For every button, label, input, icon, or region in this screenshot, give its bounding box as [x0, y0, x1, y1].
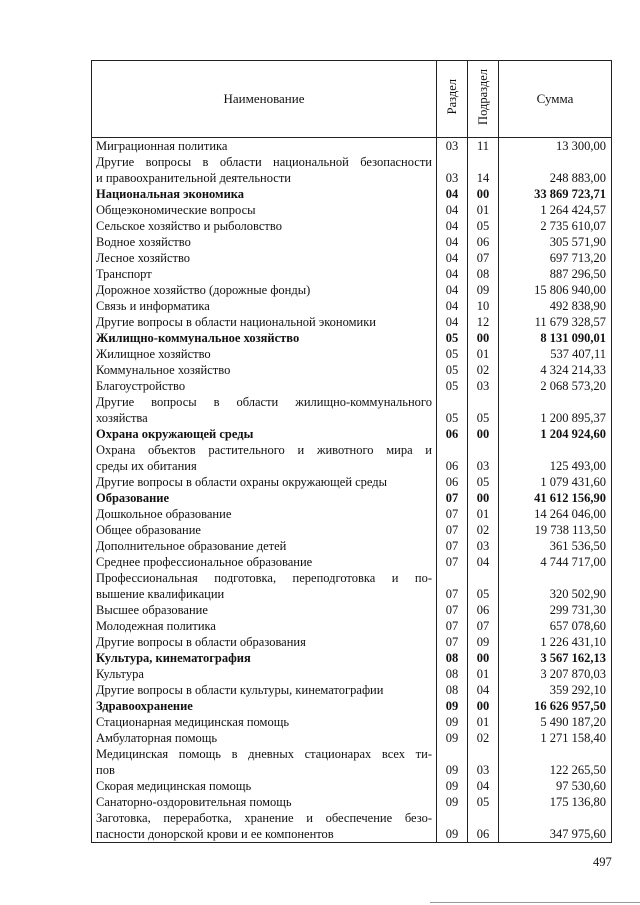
row-name-line: и правоохранительной деятельности — [96, 171, 291, 185]
row-subsection: 01 — [468, 714, 499, 730]
table-row — [92, 538, 612, 554]
row-name — [92, 266, 437, 282]
row-subsection: 03 — [468, 378, 499, 394]
row-subsection: 09 — [468, 282, 499, 298]
row-name — [92, 602, 437, 618]
row-name — [92, 250, 437, 266]
row-sum: 122 265,50 — [499, 746, 612, 778]
row-sum: 13 300,00 — [499, 138, 612, 155]
header-name: Наименование — [92, 61, 437, 138]
row-subsection: 05 — [468, 394, 499, 426]
row-name-line: пасности донорской крови и ее компонентов — [96, 827, 334, 841]
row-sum: 5 490 187,20 — [499, 714, 612, 730]
row-subsection: 00 — [468, 490, 499, 506]
row-name-line: Связь и информатика — [96, 299, 210, 313]
row-sum: 320 502,90 — [499, 570, 612, 602]
row-sum: 347 975,60 — [499, 810, 612, 843]
row-sum: 248 883,00 — [499, 154, 612, 186]
table-row — [92, 298, 612, 314]
row-name — [92, 346, 437, 362]
table-row — [92, 474, 612, 490]
row-subsection: 03 — [468, 746, 499, 778]
table-row — [92, 554, 612, 570]
table-row — [92, 378, 612, 394]
table-row — [92, 730, 612, 746]
row-name-line: Культура — [96, 667, 144, 681]
row-name-line: Образование — [96, 491, 170, 505]
header-section: Раздел — [444, 79, 459, 115]
row-sum: 97 530,60 — [499, 778, 612, 794]
row-section: 03 — [437, 154, 468, 186]
row-sum: 4 324 214,33 — [499, 362, 612, 378]
row-section: 08 — [437, 682, 468, 698]
table-row — [92, 794, 612, 810]
row-subsection: 01 — [468, 666, 499, 682]
row-section: 04 — [437, 186, 468, 202]
row-name — [92, 794, 437, 810]
table-row — [92, 570, 612, 602]
row-name-line: Охрана объектов растительного и животного мира и — [96, 443, 432, 457]
row-sum: 11 679 328,57 — [499, 314, 612, 330]
row-name-line: Дополнительное образование детей — [96, 539, 287, 553]
row-name — [92, 618, 437, 634]
row-section: 06 — [437, 426, 468, 442]
row-subsection: 04 — [468, 554, 499, 570]
row-section: 04 — [437, 202, 468, 218]
table-row — [92, 362, 612, 378]
row-section: 09 — [437, 794, 468, 810]
row-subsection: 01 — [468, 506, 499, 522]
table-row — [92, 490, 612, 506]
table-row — [92, 810, 612, 843]
table-row — [92, 250, 612, 266]
row-subsection: 06 — [468, 234, 499, 250]
row-name-line: Общеэкономические вопросы — [96, 203, 256, 217]
row-sum: 537 407,11 — [499, 346, 612, 362]
row-section: 07 — [437, 602, 468, 618]
row-name — [92, 634, 437, 650]
row-sum: 359 292,10 — [499, 682, 612, 698]
row-name-line: Здравоохранение — [96, 699, 193, 713]
row-subsection: 11 — [468, 138, 499, 155]
row-section: 09 — [437, 746, 468, 778]
row-name-line: Другие вопросы в области культуры, кинематографии — [96, 683, 384, 697]
row-sum: 1 079 431,60 — [499, 474, 612, 490]
row-subsection: 02 — [468, 522, 499, 538]
row-name — [92, 138, 437, 155]
row-subsection: 05 — [468, 218, 499, 234]
page-number: 497 — [593, 855, 612, 869]
row-section: 06 — [437, 474, 468, 490]
row-name-line: Лесное хозяйство — [96, 251, 191, 265]
row-subsection: 00 — [468, 186, 499, 202]
row-section: 05 — [437, 346, 468, 362]
row-name — [92, 362, 437, 378]
row-section: 05 — [437, 362, 468, 378]
table-row — [92, 682, 612, 698]
row-subsection: 05 — [468, 570, 499, 602]
table-row — [92, 266, 612, 282]
row-subsection: 00 — [468, 698, 499, 714]
row-subsection: 05 — [468, 794, 499, 810]
row-sum: 4 744 717,00 — [499, 554, 612, 570]
row-sum: 299 731,30 — [499, 602, 612, 618]
row-name — [92, 506, 437, 522]
budget-table — [91, 60, 612, 843]
row-name — [92, 490, 437, 506]
row-name — [92, 570, 437, 602]
table-row — [92, 282, 612, 298]
row-subsection: 05 — [468, 474, 499, 490]
table-row — [92, 154, 612, 186]
table-row — [92, 522, 612, 538]
row-sum: 19 738 113,50 — [499, 522, 612, 538]
row-section: 07 — [437, 490, 468, 506]
table-row — [92, 714, 612, 730]
table-row — [92, 746, 612, 778]
row-name-line: Национальная экономика — [96, 187, 245, 201]
row-name-line: Медицинская помощь в дневных стационарах всех ти- — [96, 747, 432, 761]
row-section: 07 — [437, 538, 468, 554]
row-section: 09 — [437, 810, 468, 843]
row-section: 07 — [437, 570, 468, 602]
row-name — [92, 538, 437, 554]
row-sum: 492 838,90 — [499, 298, 612, 314]
header-subsection: Подраздел — [475, 69, 490, 125]
row-name-line: Амбулаторная помощь — [96, 731, 218, 745]
row-sum: 361 536,50 — [499, 538, 612, 554]
row-name — [92, 234, 437, 250]
row-section: 06 — [437, 442, 468, 474]
row-name-line: Охрана окружающей среды — [96, 427, 254, 441]
table-row — [92, 314, 612, 330]
row-name-line: Другие вопросы в области национальной безопасности — [96, 155, 432, 169]
row-section: 07 — [437, 554, 468, 570]
table-row — [92, 778, 612, 794]
row-name-line: Общее образование — [96, 523, 201, 537]
row-subsection: 04 — [468, 778, 499, 794]
bottom-rule — [430, 902, 640, 903]
table-row — [92, 666, 612, 682]
row-name — [92, 682, 437, 698]
row-sum: 33 869 723,71 — [499, 186, 612, 202]
row-name — [92, 746, 437, 778]
row-name — [92, 698, 437, 714]
row-subsection: 12 — [468, 314, 499, 330]
row-sum: 2 068 573,20 — [499, 378, 612, 394]
row-section: 07 — [437, 618, 468, 634]
table-row — [92, 394, 612, 426]
row-subsection: 03 — [468, 538, 499, 554]
row-sum: 1 271 158,40 — [499, 730, 612, 746]
row-name-line: Сельское хозяйство и рыболовство — [96, 219, 282, 233]
table-row — [92, 634, 612, 650]
row-sum: 3 567 162,13 — [499, 650, 612, 666]
row-name — [92, 186, 437, 202]
row-section: 04 — [437, 234, 468, 250]
row-name — [92, 714, 437, 730]
row-name-line: Заготовка, переработка, хранение и обеспечение безо- — [96, 811, 432, 825]
row-name-line: Другие вопросы в области жилищно-коммунального — [96, 395, 432, 409]
row-subsection: 06 — [468, 810, 499, 843]
row-sum: 1 264 424,57 — [499, 202, 612, 218]
table-header-row — [92, 61, 612, 138]
row-sum: 697 713,20 — [499, 250, 612, 266]
row-name-line: среды их обитания — [96, 459, 197, 473]
row-name-line: Другие вопросы в области образования — [96, 635, 306, 649]
row-section: 05 — [437, 378, 468, 394]
row-subsection: 01 — [468, 346, 499, 362]
table-row — [92, 330, 612, 346]
row-subsection: 03 — [468, 442, 499, 474]
row-sum: 125 493,00 — [499, 442, 612, 474]
table-row — [92, 202, 612, 218]
table-row — [92, 650, 612, 666]
row-name-line: Другие вопросы в области охраны окружающей среды — [96, 475, 388, 489]
row-subsection: 06 — [468, 602, 499, 618]
row-section: 04 — [437, 218, 468, 234]
header-subsection-cell — [468, 61, 499, 138]
row-name — [92, 394, 437, 426]
row-section: 09 — [437, 778, 468, 794]
row-subsection: 00 — [468, 426, 499, 442]
row-name — [92, 810, 437, 843]
row-section: 03 — [437, 138, 468, 155]
row-sum: 175 136,80 — [499, 794, 612, 810]
row-name-line: Коммунальное хозяйство — [96, 363, 231, 377]
row-name — [92, 378, 437, 394]
row-name — [92, 778, 437, 794]
row-sum: 8 131 090,01 — [499, 330, 612, 346]
row-name-line: Профессиональная подготовка, переподготовка и по- — [96, 571, 432, 585]
row-name — [92, 442, 437, 474]
row-name — [92, 666, 437, 682]
table-row — [92, 138, 612, 155]
row-name-line: хозяйства — [96, 411, 148, 425]
row-sum: 2 735 610,07 — [499, 218, 612, 234]
row-name-line: пов — [96, 763, 115, 777]
row-name — [92, 218, 437, 234]
row-section: 09 — [437, 698, 468, 714]
row-name — [92, 202, 437, 218]
row-subsection: 08 — [468, 266, 499, 282]
row-section: 07 — [437, 522, 468, 538]
row-sum: 14 264 046,00 — [499, 506, 612, 522]
row-name-line: Благоустройство — [96, 379, 186, 393]
row-sum: 1 226 431,10 — [499, 634, 612, 650]
row-sum: 15 806 940,00 — [499, 282, 612, 298]
table-row — [92, 218, 612, 234]
row-name-line: Культура, кинематография — [96, 651, 251, 665]
table-row — [92, 346, 612, 362]
row-name — [92, 554, 437, 570]
row-subsection: 07 — [468, 618, 499, 634]
row-subsection: 01 — [468, 202, 499, 218]
row-sum: 3 207 870,03 — [499, 666, 612, 682]
row-name — [92, 426, 437, 442]
row-sum: 887 296,50 — [499, 266, 612, 282]
row-sum: 16 626 957,50 — [499, 698, 612, 714]
row-subsection: 02 — [468, 362, 499, 378]
row-name-line: вышение квалификации — [96, 587, 225, 601]
row-name-line: Стационарная медицинская помощь — [96, 715, 290, 729]
row-sum: 657 078,60 — [499, 618, 612, 634]
row-name-line: Дошкольное образование — [96, 507, 232, 521]
row-subsection: 10 — [468, 298, 499, 314]
row-name — [92, 314, 437, 330]
row-subsection: 14 — [468, 154, 499, 186]
header-section-cell — [437, 61, 468, 138]
row-name-line: Среднее профессиональное образование — [96, 555, 313, 569]
row-sum: 305 571,90 — [499, 234, 612, 250]
row-section: 09 — [437, 730, 468, 746]
row-section: 07 — [437, 634, 468, 650]
row-subsection: 02 — [468, 730, 499, 746]
row-section: 04 — [437, 282, 468, 298]
table-row — [92, 442, 612, 474]
row-sum: 1 204 924,60 — [499, 426, 612, 442]
row-name-line: Дорожное хозяйство (дорожные фонды) — [96, 283, 311, 297]
row-name-line: Высшее образование — [96, 603, 208, 617]
row-name-line: Транспорт — [96, 267, 152, 281]
row-name — [92, 154, 437, 186]
row-section: 04 — [437, 250, 468, 266]
table-row — [92, 602, 612, 618]
row-name — [92, 474, 437, 490]
row-subsection: 07 — [468, 250, 499, 266]
row-name — [92, 282, 437, 298]
table-row — [92, 618, 612, 634]
row-subsection: 00 — [468, 650, 499, 666]
row-name-line: Другие вопросы в области национальной экономики — [96, 315, 376, 329]
row-name-line: Жилищное хозяйство — [96, 347, 211, 361]
row-name-line: Водное хозяйство — [96, 235, 191, 249]
row-name — [92, 522, 437, 538]
row-name — [92, 650, 437, 666]
row-name — [92, 330, 437, 346]
row-section: 04 — [437, 314, 468, 330]
row-section: 07 — [437, 506, 468, 522]
table-row — [92, 234, 612, 250]
row-section: 08 — [437, 650, 468, 666]
row-subsection: 04 — [468, 682, 499, 698]
row-section: 04 — [437, 298, 468, 314]
table-row — [92, 186, 612, 202]
row-name-line: Миграционная политика — [96, 139, 228, 153]
row-sum: 41 612 156,90 — [499, 490, 612, 506]
row-name-line: Санаторно-оздоровительная помощь — [96, 795, 292, 809]
table-row — [92, 426, 612, 442]
row-section: 04 — [437, 266, 468, 282]
table-row — [92, 698, 612, 714]
row-name-line: Жилищно-коммунальное хозяйство — [96, 331, 300, 345]
row-name — [92, 298, 437, 314]
row-section: 05 — [437, 394, 468, 426]
row-subsection: 09 — [468, 634, 499, 650]
row-section: 05 — [437, 330, 468, 346]
row-name — [92, 730, 437, 746]
row-sum: 1 200 895,37 — [499, 394, 612, 426]
row-name-line: Скорая медицинская помощь — [96, 779, 252, 793]
row-subsection: 00 — [468, 330, 499, 346]
row-name-line: Молодежная политика — [96, 619, 216, 633]
table-row — [92, 506, 612, 522]
row-section: 08 — [437, 666, 468, 682]
header-sum: Сумма — [499, 61, 612, 138]
row-section: 09 — [437, 714, 468, 730]
